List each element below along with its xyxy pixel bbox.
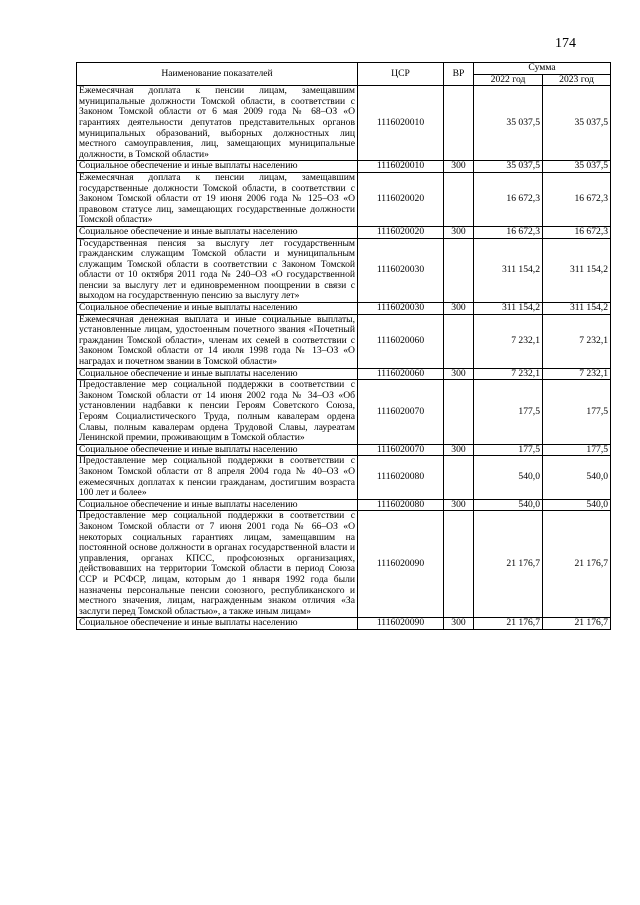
row-sum-2022-cell: 21 176,7 — [474, 618, 543, 630]
table-row — [77, 444, 611, 456]
row-csr-cell: 1116020070 — [358, 380, 444, 445]
row-csr-cell: 1116020060 — [358, 368, 444, 380]
row-csr-cell: 1116020030 — [358, 303, 444, 315]
header-sum: Сумма — [474, 63, 611, 75]
row-name-cell: Социальное обеспечение и иные выплаты населению — [77, 226, 358, 238]
row-csr-cell: 1116020030 — [358, 238, 444, 303]
row-vr-cell: 300 — [444, 161, 474, 173]
row-vr-cell — [444, 172, 474, 226]
row-sum-2023-cell: 7 232,1 — [543, 368, 611, 380]
row-sum-2022-cell: 177,5 — [474, 444, 543, 456]
row-sum-2022-cell: 7 232,1 — [474, 314, 543, 368]
row-name-cell: Социальное обеспечение и иные выплаты населению — [77, 444, 358, 456]
table-row — [77, 238, 611, 303]
row-sum-2022-cell: 7 232,1 — [474, 368, 543, 380]
row-sum-2023-cell: 540,0 — [543, 456, 611, 499]
row-sum-2022-cell: 311 154,2 — [474, 303, 543, 315]
page-number: 174 — [555, 36, 576, 51]
row-vr-cell: 300 — [444, 618, 474, 630]
row-sum-2022-cell: 35 037,5 — [474, 161, 543, 173]
row-sum-2023-cell: 16 672,3 — [543, 172, 611, 226]
table-row — [77, 86, 611, 161]
row-csr-cell: 1116020070 — [358, 444, 444, 456]
row-sum-2023-cell: 21 176,7 — [543, 511, 611, 618]
header-year-2022: 2022 год — [474, 74, 543, 86]
row-name-cell: Предоставление мер социальной поддержки в соответствии с Законом Томской области от 7 июня 2001 года № 66–ОЗ «О некоторых социальных гарантиях лицам, замещавшим на постоянной основе должности в органах государственной власти и управления, органах КПСС, профсоюзных организациях, действовавших на территории Томской области в период Союза ССР и РСФСР, лицам, которым до 1 января 1992 года были назначены персональные пенсии союзного, республиканского и местного значения, лицам, награжденным знаком отличия «За заслуги перед Томской областью», а также иным лицам» — [77, 511, 358, 618]
table-row — [77, 618, 611, 630]
row-sum-2022-cell: 540,0 — [474, 456, 543, 499]
table-row — [77, 314, 611, 368]
row-csr-cell: 1116020010 — [358, 161, 444, 173]
table-row — [77, 380, 611, 445]
header-csr: ЦСР — [358, 63, 444, 86]
row-vr-cell — [444, 86, 474, 161]
row-sum-2023-cell: 7 232,1 — [543, 314, 611, 368]
row-name-cell: Социальное обеспечение и иные выплаты населению — [77, 161, 358, 173]
row-name-cell: Социальное обеспечение и иные выплаты населению — [77, 499, 358, 511]
row-csr-cell: 1116020010 — [358, 86, 444, 161]
row-name-cell: Ежемесячная денежная выплата и иные социальные выплаты, установленные лицам, удостоенным почетного звания «Почетный гражданин Томской области», членам их семей в соответствии с Законом Томской области от 14 июля 1998 года № 13–ОЗ «О наградах и почетном звании в Томской области» — [77, 314, 358, 368]
row-sum-2023-cell: 311 154,2 — [543, 303, 611, 315]
row-vr-cell — [444, 511, 474, 618]
row-sum-2023-cell: 35 037,5 — [543, 86, 611, 161]
row-name-cell: Социальное обеспечение и иные выплаты населению — [77, 618, 358, 630]
row-vr-cell — [444, 238, 474, 303]
table-row — [77, 499, 611, 511]
row-sum-2022-cell: 21 176,7 — [474, 511, 543, 618]
row-sum-2022-cell: 311 154,2 — [474, 238, 543, 303]
table-row — [77, 303, 611, 315]
row-vr-cell: 300 — [444, 226, 474, 238]
row-vr-cell: 300 — [444, 368, 474, 380]
table-body — [77, 86, 611, 630]
header-year-2023: 2023 год — [543, 74, 611, 86]
table-row — [77, 511, 611, 618]
row-sum-2022-cell: 177,5 — [474, 380, 543, 445]
row-sum-2022-cell: 540,0 — [474, 499, 543, 511]
header-vr: ВР — [444, 63, 474, 86]
row-csr-cell: 1116020060 — [358, 314, 444, 368]
row-name-cell: Предоставление мер социальной поддержки в соответствии с Законом Томской области от 8 апреля 2004 года № 40–ОЗ «О ежемесячных доплатах к пенсии гражданам, достигшим возраста 100 лет и более» — [77, 456, 358, 499]
row-name-cell: Ежемесячная доплата к пенсии лицам, замещавшим муниципальные должности Томской области, в соответствии с Законом Томской области от 6 мая 2009 года № 68–ОЗ «О гарантиях деятельности депутатов представительных органов муниципальных образований, выборных должностных лиц местного самоуправления, лиц, замещающих муниципальные должности, в Томской области» — [77, 86, 358, 161]
row-sum-2022-cell: 16 672,3 — [474, 226, 543, 238]
row-csr-cell: 1116020090 — [358, 618, 444, 630]
row-name-cell: Государственная пенсия за выслугу лет государственным гражданским служащим Томской области и муниципальным служащим Томской области в соответствии с Законом Томской области от 10 октября 2011 года № 240–ОЗ «О государственной пенсии за выслугу лет и единовременном поощрении в связи с выходом на государственную пенсию за выслугу лет» — [77, 238, 358, 303]
row-vr-cell — [444, 380, 474, 445]
row-csr-cell: 1116020080 — [358, 456, 444, 499]
row-sum-2023-cell: 35 037,5 — [543, 161, 611, 173]
row-name-cell: Ежемесячная доплата к пенсии лицам, замещавшим государственные должности Томской области, в соответствии с Законом Томской области от 19 июня 2006 года № 125–ОЗ «О правовом статусе лиц, замещающих государственные должности Томской области» — [77, 172, 358, 226]
table-header — [77, 63, 611, 86]
row-sum-2023-cell: 21 176,7 — [543, 618, 611, 630]
row-vr-cell — [444, 314, 474, 368]
table-row — [77, 226, 611, 238]
row-sum-2023-cell: 16 672,3 — [543, 226, 611, 238]
row-sum-2022-cell: 16 672,3 — [474, 172, 543, 226]
row-sum-2022-cell: 35 037,5 — [474, 86, 543, 161]
row-vr-cell: 300 — [444, 499, 474, 511]
row-name-cell: Социальное обеспечение и иные выплаты населению — [77, 303, 358, 315]
budget-table — [76, 62, 611, 630]
table-row — [77, 161, 611, 173]
row-sum-2023-cell: 177,5 — [543, 380, 611, 445]
row-vr-cell — [444, 456, 474, 499]
row-sum-2023-cell: 540,0 — [543, 499, 611, 511]
row-csr-cell: 1116020080 — [358, 499, 444, 511]
header-name: Наименование показателей — [77, 63, 358, 86]
row-sum-2023-cell: 177,5 — [543, 444, 611, 456]
row-csr-cell: 1116020020 — [358, 226, 444, 238]
row-vr-cell: 300 — [444, 303, 474, 315]
row-csr-cell: 1116020020 — [358, 172, 444, 226]
row-sum-2023-cell: 311 154,2 — [543, 238, 611, 303]
table-row — [77, 456, 611, 499]
row-csr-cell: 1116020090 — [358, 511, 444, 618]
table-row — [77, 368, 611, 380]
row-name-cell: Социальное обеспечение и иные выплаты населению — [77, 368, 358, 380]
table-row — [77, 172, 611, 226]
row-vr-cell: 300 — [444, 444, 474, 456]
row-name-cell: Предоставление мер социальной поддержки в соответствии с Законом Томской области от 14 июня 2002 года № 34–ОЗ «Об установлении надбавки к пенсии Героям Советского Союза, Героям Социалистического Труда, полным кавалерам ордена Славы, полным кавалерам ордена Трудовой Славы, лауреатам Ленинской премии, проживающим в Томской области» — [77, 380, 358, 445]
